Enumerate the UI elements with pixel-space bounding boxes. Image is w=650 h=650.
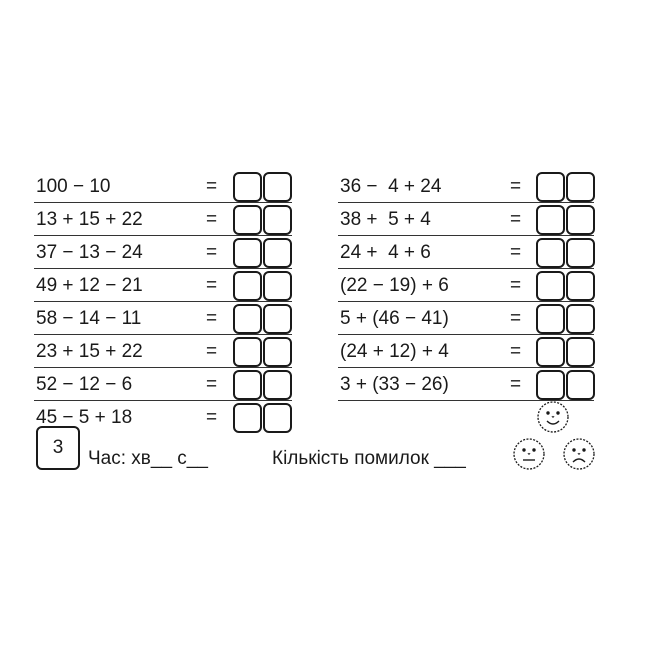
- neutral-face-icon[interactable]: [512, 437, 546, 471]
- sad-face-icon[interactable]: [562, 437, 596, 471]
- answer-units-box[interactable]: [566, 370, 595, 400]
- example-expression: 5 + (46 − 41): [340, 308, 449, 329]
- equals-sign: =: [510, 176, 522, 197]
- equals-sign: =: [206, 176, 218, 197]
- example-row: [34, 335, 292, 368]
- example-row: [34, 170, 292, 203]
- example-row: [338, 170, 594, 203]
- answer-boxes[interactable]: [536, 370, 596, 400]
- answer-units-box[interactable]: [263, 238, 292, 268]
- answer-tens-box[interactable]: [233, 403, 262, 433]
- answer-boxes[interactable]: [233, 403, 293, 433]
- answer-boxes[interactable]: [536, 172, 596, 202]
- answer-tens-box[interactable]: [536, 370, 565, 400]
- example-row: [34, 368, 292, 401]
- answer-boxes[interactable]: [233, 205, 293, 235]
- answer-tens-box[interactable]: [233, 337, 262, 367]
- right-column: [338, 170, 594, 401]
- answer-boxes[interactable]: [536, 304, 596, 334]
- example-expression: 38 + 5 + 4: [340, 209, 431, 230]
- example-expression: 24 + 4 + 6: [340, 242, 431, 263]
- answer-units-box[interactable]: [263, 370, 292, 400]
- answer-tens-box[interactable]: [233, 238, 262, 268]
- answer-tens-box[interactable]: [536, 205, 565, 235]
- answer-boxes[interactable]: [536, 238, 596, 268]
- answer-boxes[interactable]: [233, 370, 293, 400]
- example-expression: (24 + 12) + 4: [340, 341, 449, 362]
- answer-units-box[interactable]: [566, 271, 595, 301]
- answer-units-box[interactable]: [263, 403, 292, 433]
- answer-boxes[interactable]: [536, 337, 596, 367]
- example-expression: 37 − 13 − 24: [36, 242, 143, 263]
- example-expression: 3 + (33 − 26): [340, 374, 449, 395]
- equals-sign: =: [206, 275, 218, 296]
- equals-sign: =: [206, 209, 218, 230]
- answer-tens-box[interactable]: [536, 271, 565, 301]
- answer-tens-box[interactable]: [233, 172, 262, 202]
- left-column: [34, 170, 292, 433]
- page-number-box: 3: [36, 426, 80, 470]
- answer-boxes[interactable]: [233, 238, 293, 268]
- answer-boxes[interactable]: [233, 337, 293, 367]
- answer-units-box[interactable]: [263, 172, 292, 202]
- example-expression: 36 − 4 + 24: [340, 176, 442, 197]
- equals-sign: =: [510, 242, 522, 263]
- example-row: [338, 368, 594, 401]
- happy-face-icon[interactable]: [536, 400, 570, 434]
- example-row: [34, 203, 292, 236]
- equals-sign: =: [510, 374, 522, 395]
- equals-sign: =: [510, 341, 522, 362]
- example-row: [34, 269, 292, 302]
- example-expression: 23 + 15 + 22: [36, 341, 143, 362]
- answer-boxes[interactable]: [233, 304, 293, 334]
- answer-units-box[interactable]: [263, 271, 292, 301]
- answer-tens-box[interactable]: [536, 337, 565, 367]
- answer-boxes[interactable]: [233, 172, 293, 202]
- example-expression: 100 − 10: [36, 176, 111, 197]
- answer-units-box[interactable]: [566, 337, 595, 367]
- equals-sign: =: [510, 308, 522, 329]
- answer-boxes[interactable]: [536, 205, 596, 235]
- answer-tens-box[interactable]: [536, 304, 565, 334]
- example-row: [34, 302, 292, 335]
- answer-units-box[interactable]: [566, 238, 595, 268]
- example-row: [338, 335, 594, 368]
- answer-tens-box[interactable]: [233, 205, 262, 235]
- equals-sign: =: [206, 242, 218, 263]
- example-row: [338, 236, 594, 269]
- example-row: [34, 236, 292, 269]
- example-expression: 49 + 12 − 21: [36, 275, 143, 296]
- equals-sign: =: [206, 341, 218, 362]
- equals-sign: =: [206, 407, 218, 428]
- example-row: [338, 203, 594, 236]
- example-row: [338, 269, 594, 302]
- answer-tens-box[interactable]: [233, 370, 262, 400]
- answer-units-box[interactable]: [566, 304, 595, 334]
- example-expression: 13 + 15 + 22: [36, 209, 143, 230]
- example-expression: 52 − 12 − 6: [36, 374, 133, 395]
- equals-sign: =: [206, 374, 218, 395]
- answer-boxes[interactable]: [233, 271, 293, 301]
- example-expression: (22 − 19) + 6: [340, 275, 449, 296]
- answer-units-box[interactable]: [566, 172, 595, 202]
- answer-tens-box[interactable]: [233, 271, 262, 301]
- answer-units-box[interactable]: [263, 205, 292, 235]
- answer-tens-box[interactable]: [536, 238, 565, 268]
- answer-tens-box[interactable]: [233, 304, 262, 334]
- example-expression: 58 − 14 − 11: [36, 308, 142, 329]
- answer-units-box[interactable]: [566, 205, 595, 235]
- equals-sign: =: [510, 275, 522, 296]
- example-row: [338, 302, 594, 335]
- example-expression: 45 − 5 + 18: [36, 407, 133, 428]
- answer-units-box[interactable]: [263, 337, 292, 367]
- answer-units-box[interactable]: [263, 304, 292, 334]
- answer-boxes[interactable]: [536, 271, 596, 301]
- mistakes-label: Кількість помилок ___: [272, 448, 466, 469]
- answer-tens-box[interactable]: [536, 172, 565, 202]
- equals-sign: =: [510, 209, 522, 230]
- equals-sign: =: [206, 308, 218, 329]
- timer-label: Час: хв__ с__: [88, 448, 208, 469]
